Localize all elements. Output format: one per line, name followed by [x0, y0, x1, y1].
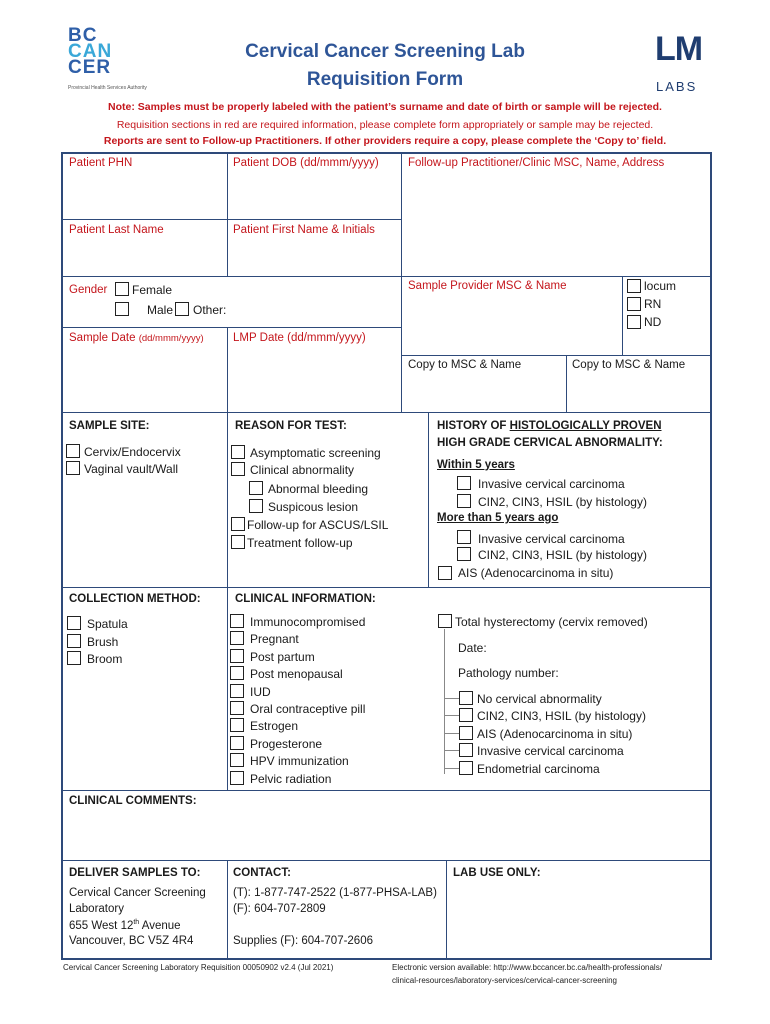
- pathology-item-label: CIN2, CIN3, HSIL (by histology): [477, 709, 646, 724]
- pathology-item-checkbox[interactable]: [459, 726, 473, 740]
- hysterectomy-date-label: Date:: [458, 641, 487, 655]
- clinical-item-label: Pregnant: [250, 632, 299, 647]
- tree-connector: [444, 715, 459, 716]
- patient-first-name-label: Patient First Name & Initials: [233, 224, 375, 236]
- spatula-checkbox[interactable]: [67, 616, 81, 630]
- vaginal-vault-checkbox[interactable]: [66, 461, 80, 475]
- footer-url-2: clinical-resources/laboratory-services/cervical-cancer-screening: [392, 976, 617, 985]
- history-ais-checkbox[interactable]: [438, 566, 452, 580]
- broom-checkbox[interactable]: [67, 651, 81, 665]
- footer-url-1: Electronic version available: http://www.bccancer.bc.ca/health-professionals/: [392, 963, 662, 972]
- note-line1: Note: Samples must be properly labeled with the patient’s surname and date of birth or sample will be rejected.: [108, 101, 662, 113]
- locum-checkbox[interactable]: [627, 279, 641, 293]
- pathology-number-label: Pathology number:: [458, 666, 559, 680]
- sample-date-text: Sample Date: [69, 332, 136, 344]
- lmp-date-label: LMP Date (dd/mmm/yyyy): [233, 332, 366, 344]
- nd-label: ND: [644, 315, 662, 329]
- clinical-item-label: Post menopausal: [250, 667, 343, 682]
- gender-other-checkbox[interactable]: [175, 302, 189, 316]
- tree-connector: [444, 733, 459, 734]
- deliver-line4: Vancouver, BC V5Z 4R4: [69, 935, 194, 947]
- clinical-item-label: Pelvic radiation: [250, 771, 332, 786]
- lab-use-title: LAB USE ONLY:: [453, 867, 541, 879]
- patient-dob-label: Patient DOB (dd/mmm/yyyy): [233, 157, 379, 169]
- abnormal-bleeding-label: Abnormal bleeding: [268, 482, 369, 496]
- history-title-b: HISTOLOGICALLY PROVEN: [509, 420, 662, 432]
- more-cin-checkbox[interactable]: [457, 547, 471, 561]
- clinical-abnormality-label: Clinical abnormality: [250, 463, 355, 477]
- within-cin-checkbox[interactable]: [457, 494, 471, 508]
- clinical-item-checkbox[interactable]: [230, 631, 244, 645]
- pathology-item-checkbox[interactable]: [459, 761, 473, 775]
- logo-line3: CER: [68, 57, 112, 78]
- cervix-checkbox[interactable]: [66, 444, 80, 458]
- pathology-item-checkbox[interactable]: [459, 691, 473, 705]
- history-title-a: HISTORY OF: [437, 420, 510, 432]
- note-line2: Requisition sections in red are required information, please complete form appropriately or sample may be rejected.: [116, 119, 654, 131]
- contact-tel: (T): 1-877-747-2522 (1-877-PHSA-LAB): [233, 887, 437, 899]
- reason-title: REASON FOR TEST:: [235, 420, 347, 432]
- within-5-years-label: Within 5 years: [437, 459, 515, 471]
- brush-checkbox[interactable]: [67, 634, 81, 648]
- hysterectomy-checkbox[interactable]: [438, 614, 452, 628]
- title-line2: Requisition Form: [306, 69, 464, 90]
- clinical-item-checkbox[interactable]: [230, 736, 244, 750]
- tree-connector: [444, 698, 459, 699]
- hysterectomy-label: Total hysterectomy (cervix removed): [455, 615, 648, 629]
- note-line3: Reports are sent to Follow-up Practitioners. If other providers require a copy, please complete the ‘Copy to’ field.: [103, 135, 667, 147]
- clinical-item-checkbox[interactable]: [230, 771, 244, 785]
- sample-provider-label: Sample Provider MSC & Name: [408, 280, 567, 292]
- pathology-item-label: No cervical abnormality: [477, 692, 602, 706]
- gender-female-label: Female: [132, 283, 173, 297]
- pathology-item-label: Invasive cervical carcinoma: [477, 744, 624, 759]
- followup-ascus-checkbox[interactable]: [231, 517, 245, 531]
- lm-labs-logo: LM: [655, 30, 703, 68]
- clinical-item-label: Progesterone: [250, 736, 323, 751]
- clinical-item-checkbox[interactable]: [230, 649, 244, 663]
- spatula-label: Spatula: [87, 617, 128, 631]
- clinical-abnormality-checkbox[interactable]: [231, 462, 245, 476]
- vaginal-vault-label: Vaginal vault/Wall: [84, 462, 179, 476]
- collection-title: COLLECTION METHOD:: [69, 593, 201, 605]
- more-than-5-years-label: More than 5 years ago: [437, 512, 559, 524]
- within-cin-label: CIN2, CIN3, HSIL (by histology): [478, 495, 647, 509]
- contact-title: CONTACT:: [233, 867, 291, 879]
- locum-label: locum: [644, 279, 677, 293]
- clinical-item-checkbox[interactable]: [230, 614, 244, 628]
- more-cin-label: CIN2, CIN3, HSIL (by histology): [478, 548, 647, 562]
- deliver-line1: Cervical Cancer Screening: [69, 887, 206, 899]
- clinical-item-label: Post partum: [250, 649, 315, 664]
- clinical-item-checkbox[interactable]: [230, 684, 244, 698]
- brush-label: Brush: [87, 635, 119, 649]
- lm-labs-sub: LABS: [656, 79, 698, 94]
- treatment-followup-label: Treatment follow-up: [247, 536, 353, 550]
- gender-label: Gender: [69, 284, 108, 296]
- history-ais-label: AIS (Adenocarcinoma in situ): [458, 566, 614, 580]
- within-invasive-label: Invasive cervical carcinoma: [478, 477, 625, 491]
- clinical-item-checkbox[interactable]: [230, 666, 244, 680]
- footer-version: Cervical Cancer Screening Laboratory Requisition 00050902 v2.4 (Jul 2021): [63, 963, 334, 972]
- contact-fax: (F): 604-707-2809: [233, 903, 326, 915]
- title-line1: Cervical Cancer Screening Lab: [245, 41, 525, 62]
- tree-connector: [444, 750, 459, 751]
- gender-other-label: Other:: [193, 303, 227, 317]
- rn-label: RN: [644, 297, 662, 311]
- more-invasive-checkbox[interactable]: [457, 530, 471, 544]
- suspicous-lesion-label: Suspicous lesion: [268, 500, 359, 514]
- more-invasive-label: Invasive cervical carcinoma: [478, 532, 625, 546]
- pathology-item-label: Endometrial carcinoma: [477, 761, 600, 776]
- clinical-item-label: Estrogen: [250, 719, 299, 734]
- gender-male-checkbox[interactable]: [115, 302, 129, 316]
- clinical-item-checkbox[interactable]: [230, 718, 244, 732]
- pathology-item-label: AIS (Adenocarcinoma in situ): [477, 726, 633, 741]
- followup-practitioner-label: Follow-up Practitioner/Clinic MSC, Name, Address: [408, 157, 665, 169]
- deliver-address-b: Avenue: [139, 919, 181, 932]
- logo-line2: CAN: [68, 41, 113, 62]
- bc-cancer-logo: [68, 25, 113, 78]
- contact-supplies: Supplies (F): 604-707-2606: [233, 935, 373, 947]
- logo-line1: BC: [68, 25, 98, 46]
- form-title: [200, 38, 570, 94]
- patient-last-name-label: Patient Last Name: [69, 224, 164, 236]
- nd-checkbox[interactable]: [627, 315, 641, 329]
- asymptomatic-label: Asymptomatic screening: [250, 446, 381, 460]
- within-invasive-checkbox[interactable]: [457, 476, 471, 490]
- suspicous-lesion-checkbox[interactable]: [249, 499, 263, 513]
- pathology-item-checkbox[interactable]: [459, 743, 473, 757]
- sample-date-label: [69, 332, 204, 344]
- gender-female-checkbox[interactable]: [115, 282, 129, 296]
- clinical-item-label: HPV immunization: [250, 754, 349, 769]
- deliver-address-sup: th: [133, 919, 140, 926]
- broom-label: Broom: [87, 652, 123, 666]
- clinical-item-label: Immunocompromised: [250, 615, 366, 629]
- clinical-item-checkbox[interactable]: [230, 701, 244, 715]
- clinical-item-checkbox[interactable]: [230, 753, 244, 767]
- pathology-item-checkbox[interactable]: [459, 708, 473, 722]
- treatment-followup-checkbox[interactable]: [231, 535, 245, 549]
- clinical-comments-title: CLINICAL COMMENTS:: [69, 795, 197, 807]
- abnormal-bleeding-checkbox[interactable]: [249, 481, 263, 495]
- sample-site-title: SAMPLE SITE:: [69, 420, 150, 432]
- deliver-title: DELIVER SAMPLES TO:: [69, 867, 201, 879]
- clinical-item-label: Oral contraceptive pill: [250, 702, 366, 716]
- clinical-item-label: IUD: [250, 684, 271, 699]
- deliver-address-a: 655 West 12: [69, 919, 134, 932]
- history-title: [437, 420, 662, 432]
- sample-date-format: (dd/mmm/yyyy): [138, 333, 204, 344]
- history-title-2: HIGH GRADE CERVICAL ABNORMALITY:: [437, 437, 663, 449]
- deliver-line3: [69, 919, 181, 932]
- clinical-info-title: CLINICAL INFORMATION:: [235, 593, 376, 605]
- copy-to-1-label: Copy to MSC & Name: [408, 359, 522, 371]
- logo-tagline: Provincial Health Services Authority: [68, 85, 147, 91]
- deliver-line2: Laboratory: [69, 903, 124, 915]
- gender-male-label: Male: [147, 303, 174, 317]
- rn-checkbox[interactable]: [627, 297, 641, 311]
- followup-ascus-label: Follow-up for ASCUS/LSIL: [247, 518, 389, 532]
- patient-phn-label: Patient PHN: [69, 157, 133, 169]
- copy-to-2-label: Copy to MSC & Name: [572, 359, 686, 371]
- cervix-label: Cervix/Endocervix: [84, 445, 181, 459]
- tree-connector: [444, 768, 459, 769]
- asymptomatic-checkbox[interactable]: [231, 445, 245, 459]
